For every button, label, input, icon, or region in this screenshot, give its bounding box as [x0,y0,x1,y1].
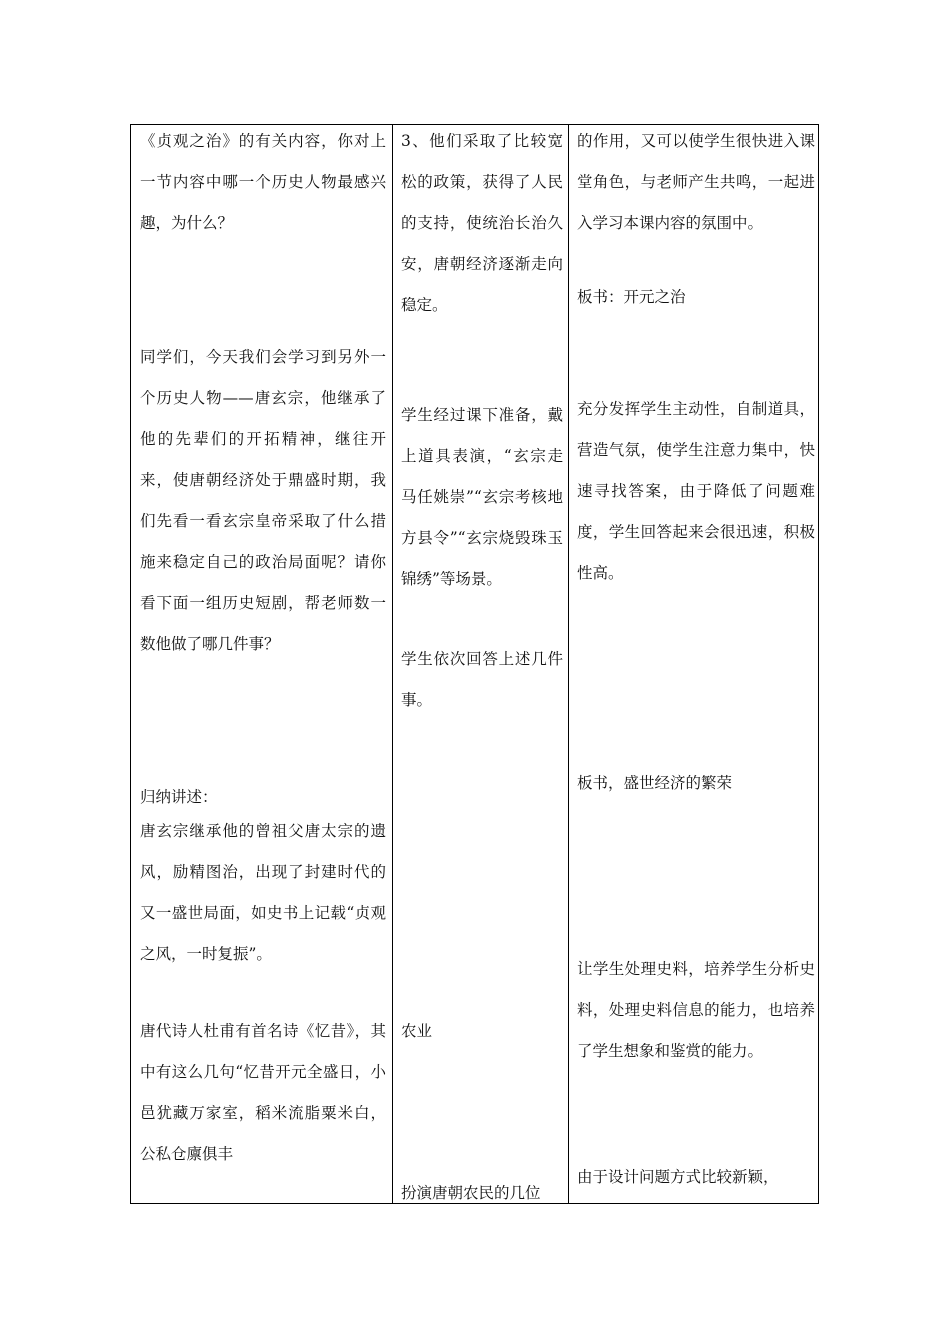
effect-paragraph: 的作用，又可以使学生很快进入课堂角色，与老师产生共鸣，一起进入学习本课内容的氛围中。 [577,132,815,232]
initiative-paragraph: 充分发挥学生主动性，自制道具，营造气氛，使学生注意力集中，快速寻找答案，由于降低了问题难度，学生回答起来会很迅速，积极性高。 [577,400,815,582]
summary-label: 归纳讲述： [140,788,218,806]
agriculture-label: 农业 [401,1022,433,1040]
lead-paragraph: 同学们，今天我们会学习到另外一个历史人物——唐玄宗，他继承了他的先辈们的开拓精神，继往开来，使唐朝经济处于鼎盛时期，我们先看一看玄宗皇帝采取了什么措施来稳定自己的政治局面呢？请你看下面一组历史短剧，帮老师数一数他做了哪几件事？ [140,348,386,653]
teacher-activity-column [131,125,392,1203]
poem-paragraph: 唐代诗人杜甫有首名诗《忆昔》，其中有这么几句“忆昔开元全盛日，小邑犹藏万家室，稻米流脂粟米白，公私仓廪俱丰 [140,1022,386,1163]
sources-paragraph: 让学生处理史料，培养学生分析史料，处理史料信息的能力，也培养了学生想象和鉴赏的能力。 [577,960,815,1060]
answer-paragraph: 3、他们采取了比较宽松的政策，获得了人民的支持，使统治长治久安，唐朝经济逐渐走向稳定。 [401,132,563,314]
roleplay-paragraph: 扮演唐朝农民的几位 [401,1184,541,1202]
preparation-paragraph: 学生经过课下准备，戴上道具表演，“玄宗走马任姚崇”“玄宗考核地方县令”“玄宗烧毁珠玉锦绣”等场景。 [401,406,563,588]
novelty-paragraph: 由于设计问题方式比较新颖， [577,1168,779,1186]
student-activity-column [392,125,568,1203]
board-note-1: 板书：开元之治 [577,288,686,306]
summary-paragraph: 唐玄宗继承他的曾祖父唐太宗的遗风，励精图治，出现了封建时代的又一盛世局面，如史书上记载“贞观之风，一时复振”。 [140,822,386,963]
response-paragraph: 学生依次回答上述几件事。 [401,650,563,709]
lesson-plan-table [130,124,819,1204]
design-intent-column [568,125,820,1203]
board-note-2: 板书，盛世经济的繁荣 [577,774,733,792]
intro-paragraph: 《贞观之治》的有关内容，你对上一节内容中哪一个历史人物最感兴趣，为什么？ [140,132,386,232]
